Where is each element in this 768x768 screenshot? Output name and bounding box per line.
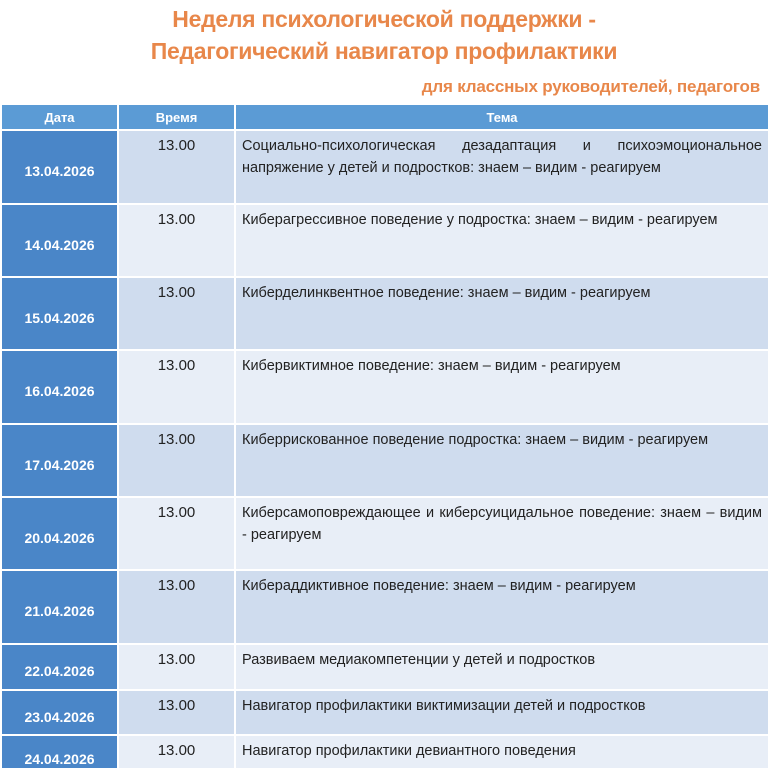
title-line-2: Педагогический навигатор профилактики (150, 38, 618, 64)
topic-cell: Навигатор профилактики девиантного поведения (235, 735, 768, 768)
date-cell: 13.04.2026 (1, 130, 118, 204)
date-cell: 21.04.2026 (1, 570, 118, 644)
table-header-row (1, 104, 768, 130)
time-cell: 13.00 (118, 424, 235, 497)
table-row (1, 644, 768, 690)
time-cell: 13.00 (118, 497, 235, 570)
topic-cell: Киберагрессивное поведение у подростка: знаем – видим - реагируем (235, 204, 768, 277)
table-row (1, 424, 768, 497)
table-row (1, 350, 768, 424)
table-row (1, 277, 768, 350)
date-cell: 17.04.2026 (1, 424, 118, 497)
date-cell: 23.04.2026 (1, 690, 118, 735)
table-row (1, 204, 768, 277)
topic-cell: Социально-психологическая дезадаптация и психоэмоциональное напряжение у детей и подростков: знаем – видим - реагируем (235, 130, 768, 204)
time-cell: 13.00 (118, 644, 235, 690)
topic-cell: Кибервиктимное поведение: знаем – видим - реагируем (235, 350, 768, 424)
time-cell: 13.00 (118, 735, 235, 768)
table-row (1, 130, 768, 204)
table-row (1, 735, 768, 768)
date-cell: 15.04.2026 (1, 277, 118, 350)
column-header-time: Время (118, 104, 235, 130)
topic-cell: Киберделинквентное поведение: знаем – видим - реагируем (235, 277, 768, 350)
title-line-1: Неделя психологической поддержки - (172, 6, 596, 32)
date-cell: 20.04.2026 (1, 497, 118, 570)
column-header-date: Дата (1, 104, 118, 130)
topic-cell: Навигатор профилактики виктимизации детей и подростков (235, 690, 768, 735)
date-cell: 24.04.2026 (1, 735, 118, 768)
topic-cell: Кибераддиктивное поведение: знаем – видим - реагируем (235, 570, 768, 644)
time-cell: 13.00 (118, 570, 235, 644)
table-row (1, 690, 768, 735)
date-cell: 22.04.2026 (1, 644, 118, 690)
time-cell: 13.00 (118, 130, 235, 204)
date-cell: 16.04.2026 (1, 350, 118, 424)
schedule-table (0, 103, 768, 768)
table-row (1, 570, 768, 644)
time-cell: 13.00 (118, 690, 235, 735)
time-cell: 13.00 (118, 204, 235, 277)
column-header-topic: Тема (235, 104, 768, 130)
topic-cell: Киберсамоповреждающее и киберсуицидальное поведение: знаем – видим - реагируем (235, 497, 768, 570)
time-cell: 13.00 (118, 277, 235, 350)
subtitle: для классных руководителей, педагогов (421, 77, 760, 96)
topic-cell: Развиваем медиакомпетенции у детей и подростков (235, 644, 768, 690)
date-cell: 14.04.2026 (1, 204, 118, 277)
topic-cell: Киберрискованное поведение подростка: знаем – видим - реагируем (235, 424, 768, 497)
table-row (1, 497, 768, 570)
time-cell: 13.00 (118, 350, 235, 424)
